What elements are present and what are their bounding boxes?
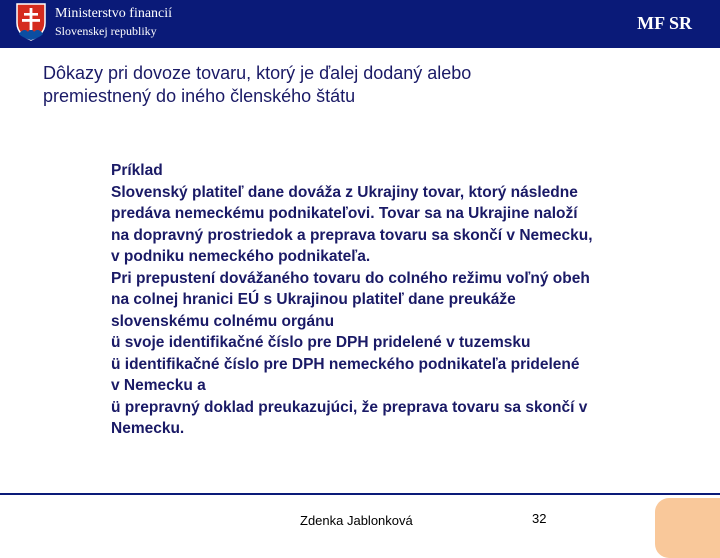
body-line: slovenskému colnému orgánu (111, 312, 335, 330)
body-line: v podniku nemeckého podnikateľa. (111, 248, 371, 265)
footer-author: Zdenka Jablonková (300, 513, 413, 528)
body-line: Pri prepustení dovážaného tovaru do colného režimu voľný obeh (111, 269, 590, 287)
header-bar (0, 0, 720, 48)
body-line: v Nemecku a (111, 377, 206, 394)
body-line: Príklad (111, 162, 163, 179)
slide-title-line: Dôkazy pri dovoze tovaru, ktorý je ďalej dodaný alebo (43, 63, 472, 83)
bullet-line: ü svoje identifikačné číslo pre DPH pridelené v tuzemsku (111, 334, 531, 351)
footer-divider (0, 493, 720, 495)
ministry-name: Ministerstvo financií (55, 6, 173, 21)
page-number: 32 (532, 511, 547, 526)
body-line: Nemecku. (111, 420, 185, 437)
slide-title (43, 62, 663, 108)
body-line: na dopravný prostriedok a preprava tovaru sa skončí v Nemecku, (111, 226, 593, 244)
brand-label: MF SR (637, 13, 692, 33)
bullet-line: ü identifikačné číslo pre DPH nemeckého podnikateľa pridelené (111, 355, 580, 373)
body-line: Slovenský platiteľ dane dováža z Ukrajiny tovar, ktorý následne (111, 183, 578, 201)
slide-body (111, 160, 681, 440)
corner-accent (655, 498, 720, 558)
body-line: predáva nemeckému podnikateľovi. Tovar sa na Ukrajine naloží (111, 205, 578, 222)
bullet-line: ü prepravný doklad preukazujúci, že preprava tovaru sa skončí v (111, 398, 588, 416)
ministry-country: Slovenskej republiky (55, 24, 157, 38)
body-line: na colnej hranici EÚ s Ukrajinou platiteľ dane preukáže (111, 291, 516, 308)
slovak-coat-of-arms-icon (16, 3, 46, 41)
slide-title-line: premiestnený do iného členského štátu (43, 86, 356, 106)
